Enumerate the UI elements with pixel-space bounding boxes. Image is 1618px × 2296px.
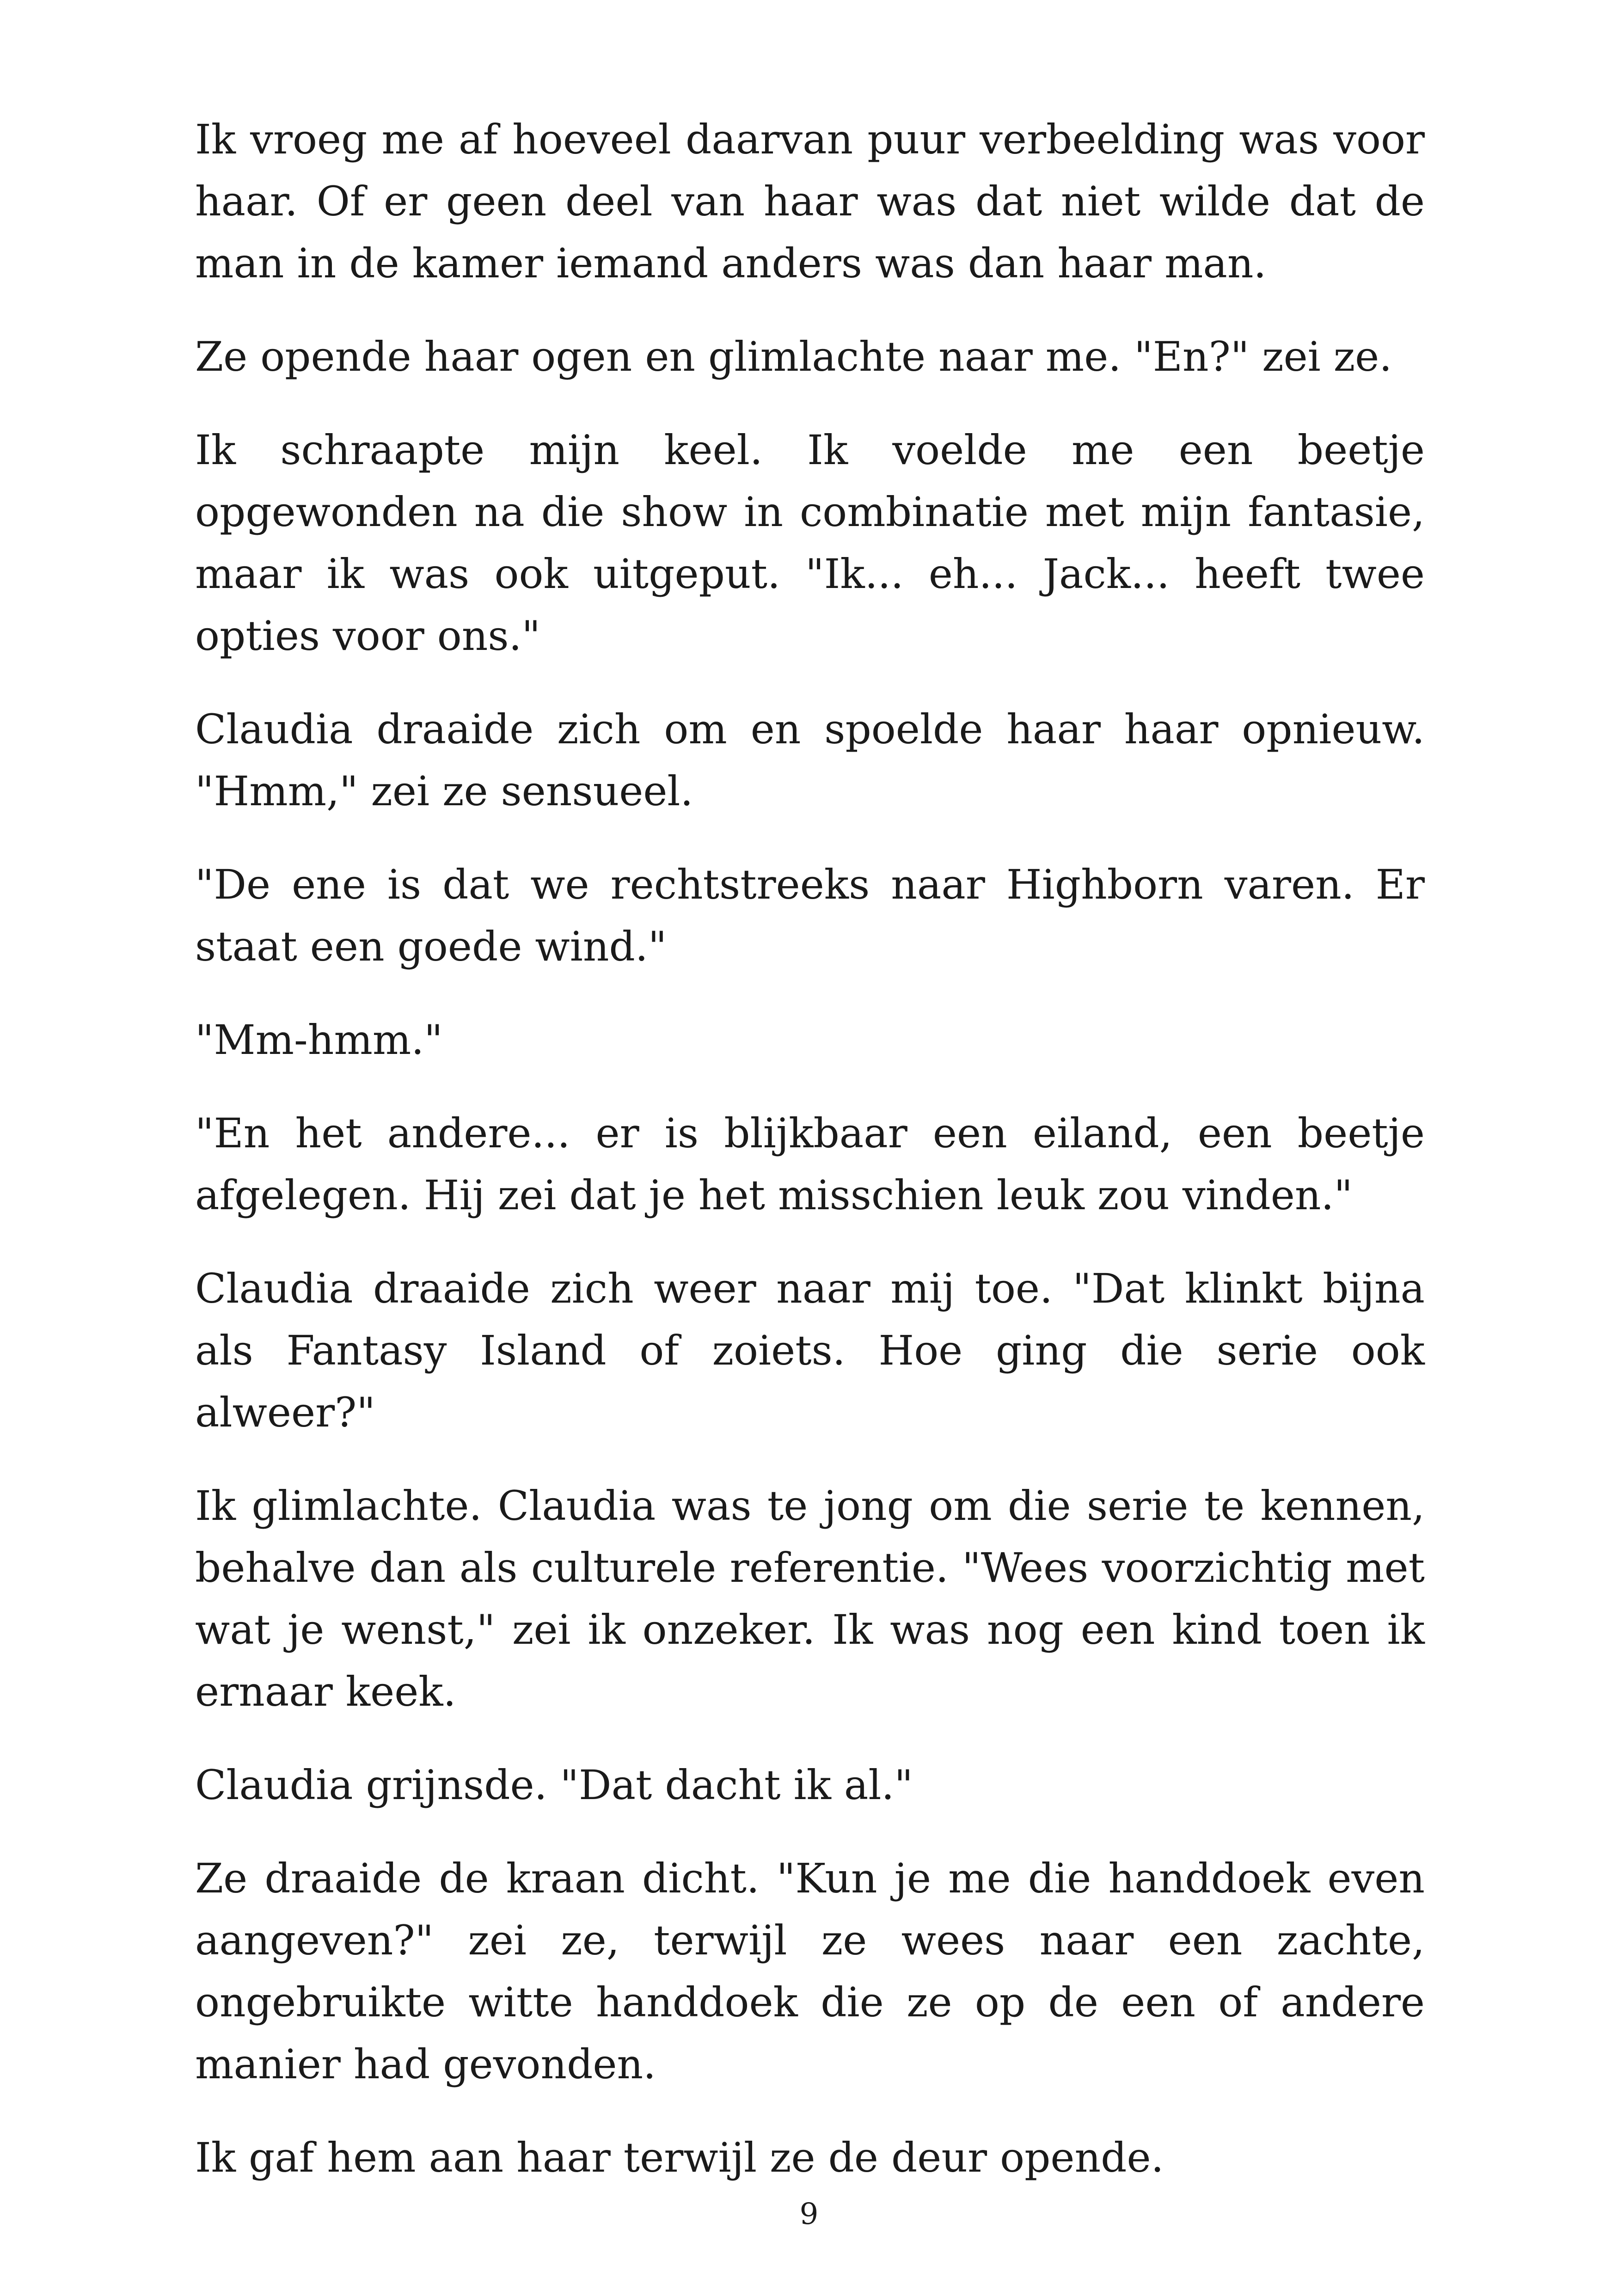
paragraph: "Mm-hmm." xyxy=(195,1016,443,1064)
paragraph: Ik glimlachte. Claudia was te jong om die serie te kennen, behalve dan als culturele referentie. "Wees voorzichtig met wat je wenst," zei ik onzeker. Ik was nog een kind toen ik ernaar keek. xyxy=(195,1482,1425,1715)
paragraph: Ik schraapte mijn keel. Ik voelde me een beetje opgewonden na die show in combinatie met mijn fantasie, maar ik was ook uitgeput. "Ik... eh... Jack... heeft twee opties voor ons." xyxy=(195,426,1425,660)
paragraph: Ze draaide de kraan dicht. "Kun je me die handdoek even aangeven?" zei ze, terwijl ze wees naar een zachte, ongebruikte witte handdoek die ze op de een of andere manier had gevonden. xyxy=(195,1855,1425,2088)
paragraph: "En het andere... er is blijkbaar een eiland, een beetje afgelegen. Hij zei dat je het misschien leuk zou vinden." xyxy=(195,1109,1425,1219)
paragraph: Claudia draaide zich weer naar mij toe. "Dat klinkt bijna als Fantasy Island of zoiets. Hoe ging die serie ook alweer?" xyxy=(195,1265,1425,1436)
body-text xyxy=(195,109,1425,2220)
paragraph: "De ene is dat we rechtstreeks naar Highborn varen. Er staat een goede wind." xyxy=(195,861,1425,970)
paragraph: Ik vroeg me af hoeveel daarvan puur verbeelding was voor haar. Of er geen deel van haar was dat niet wilde dat de man in de kamer iemand anders was dan haar man. xyxy=(195,116,1425,287)
paragraph: Claudia draaide zich om en spoelde haar haar opnieuw. "Hmm," zei ze sensueel. xyxy=(195,705,1425,815)
page-number: 9 xyxy=(799,2197,819,2231)
paragraph: Ze opende haar ogen en glimlachte naar me. "En?" zei ze. xyxy=(195,333,1392,380)
paragraph: Ik gaf hem aan haar terwijl ze de deur opende. xyxy=(195,2134,1164,2181)
paragraph: Claudia grijnsde. "Dat dacht ik al." xyxy=(195,1761,913,1809)
